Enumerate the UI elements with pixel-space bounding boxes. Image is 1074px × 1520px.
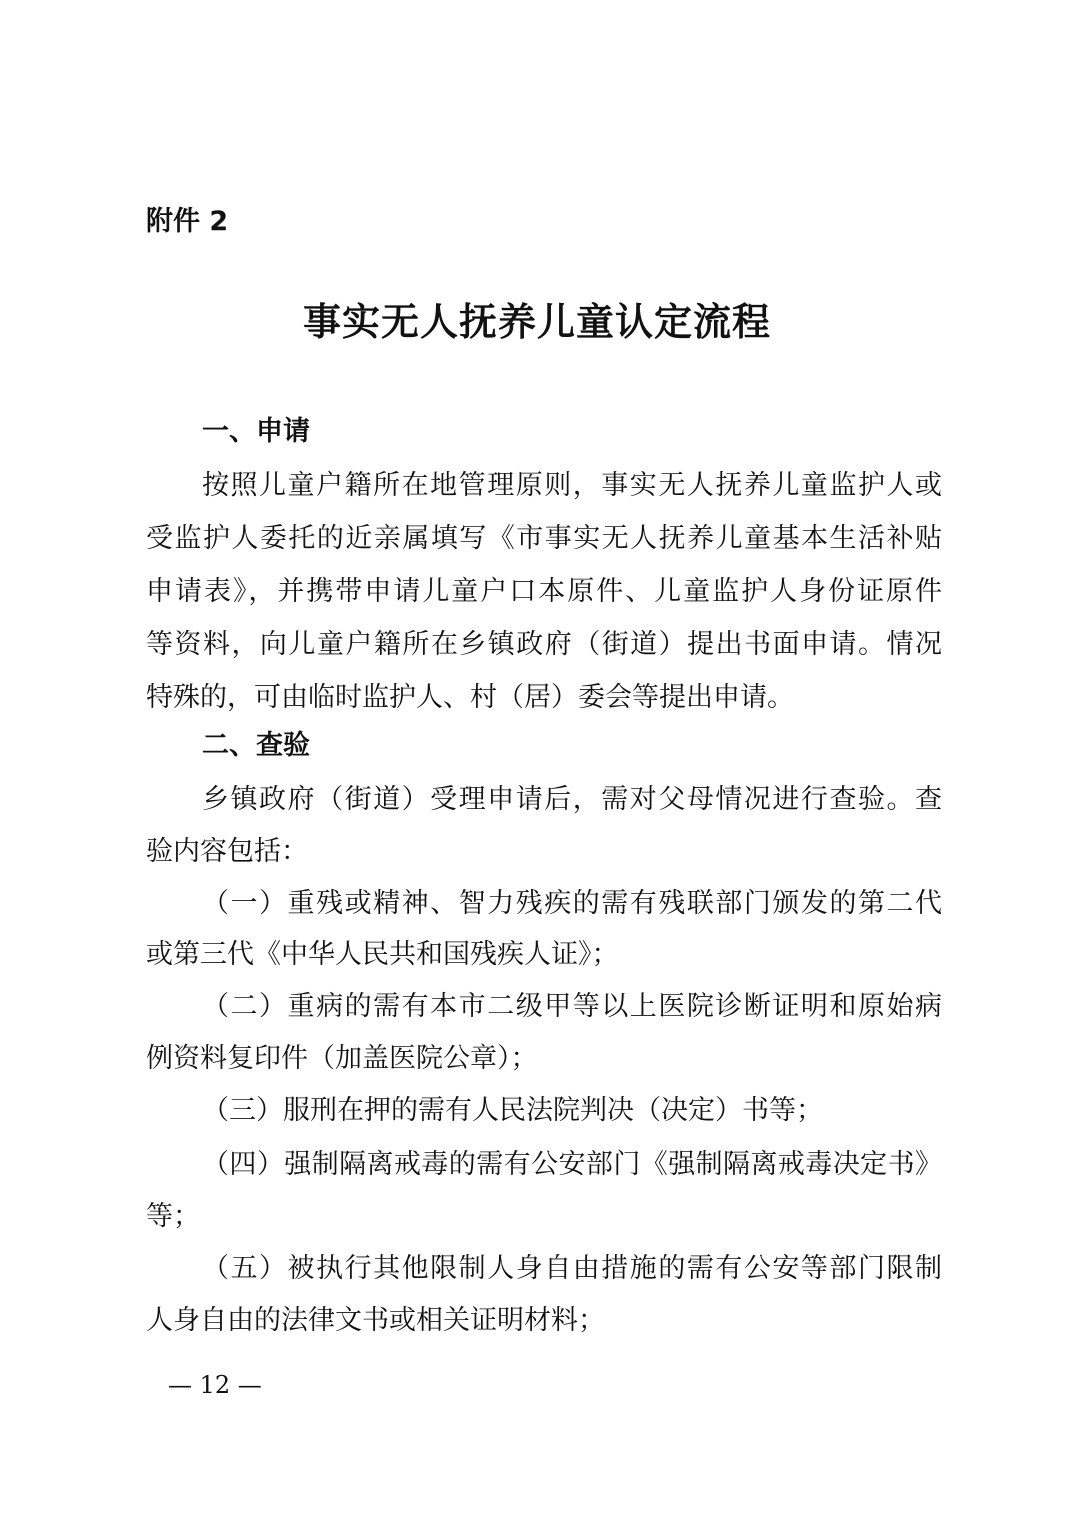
list-item-5: （五）被执行其他限制人身自由措施的需有公安等部门限制 xyxy=(202,1253,942,1284)
section-heading-verify: 二、查验 xyxy=(202,730,310,761)
attachment-label: 附件 2 xyxy=(146,206,229,237)
paragraph-line: 乡镇政府（街道）受理申请后，需对父母情况进行查验。查 xyxy=(202,784,942,815)
paragraph-line: 申请表》，并携带申请儿童户口本原件、儿童监护人身份证原件 xyxy=(146,576,942,607)
paragraph-line: 例资料复印件（加盖医院公章）； xyxy=(146,1043,538,1074)
list-item-4: （四）强制隔离戒毒的需有公安部门《强制隔离戒毒决定书》 xyxy=(202,1149,942,1180)
list-item-2: （二）重病的需有本市二级甲等以上医院诊断证明和原始病 xyxy=(202,991,942,1022)
paragraph-line: 特殊的，可由临时监护人、村（居）委会等提出申请。 xyxy=(146,682,794,713)
paragraph-line: 受监护人委托的近亲属填写《市事实无人抚养儿童基本生活补贴 xyxy=(146,523,942,554)
list-item-1: （一）重残或精神、智力残疾的需有残联部门颁发的第二代 xyxy=(202,888,942,919)
paragraph-line: 或第三代《中华人民共和国残疾人证》； xyxy=(146,939,619,970)
paragraph-line: 人身自由的法律文书或相关证明材料； xyxy=(146,1305,605,1336)
page-title: 事实无人抚养儿童认定流程 xyxy=(302,299,771,344)
paragraph-line: 验内容包括： xyxy=(146,836,308,867)
page-number: — 12 — xyxy=(168,1371,262,1399)
paragraph-line: 按照儿童户籍所在地管理原则，事实无人抚养儿童监护人或 xyxy=(202,470,942,501)
section-heading-apply: 一、申请 xyxy=(202,416,310,447)
paragraph-line: 等； xyxy=(146,1201,200,1232)
paragraph-line: 等资料，向儿童户籍所在乡镇政府（街道）提出书面申请。情况 xyxy=(146,629,942,660)
list-item-3: （三）服刑在押的需有人民法院判决（决定）书等； xyxy=(202,1095,823,1126)
